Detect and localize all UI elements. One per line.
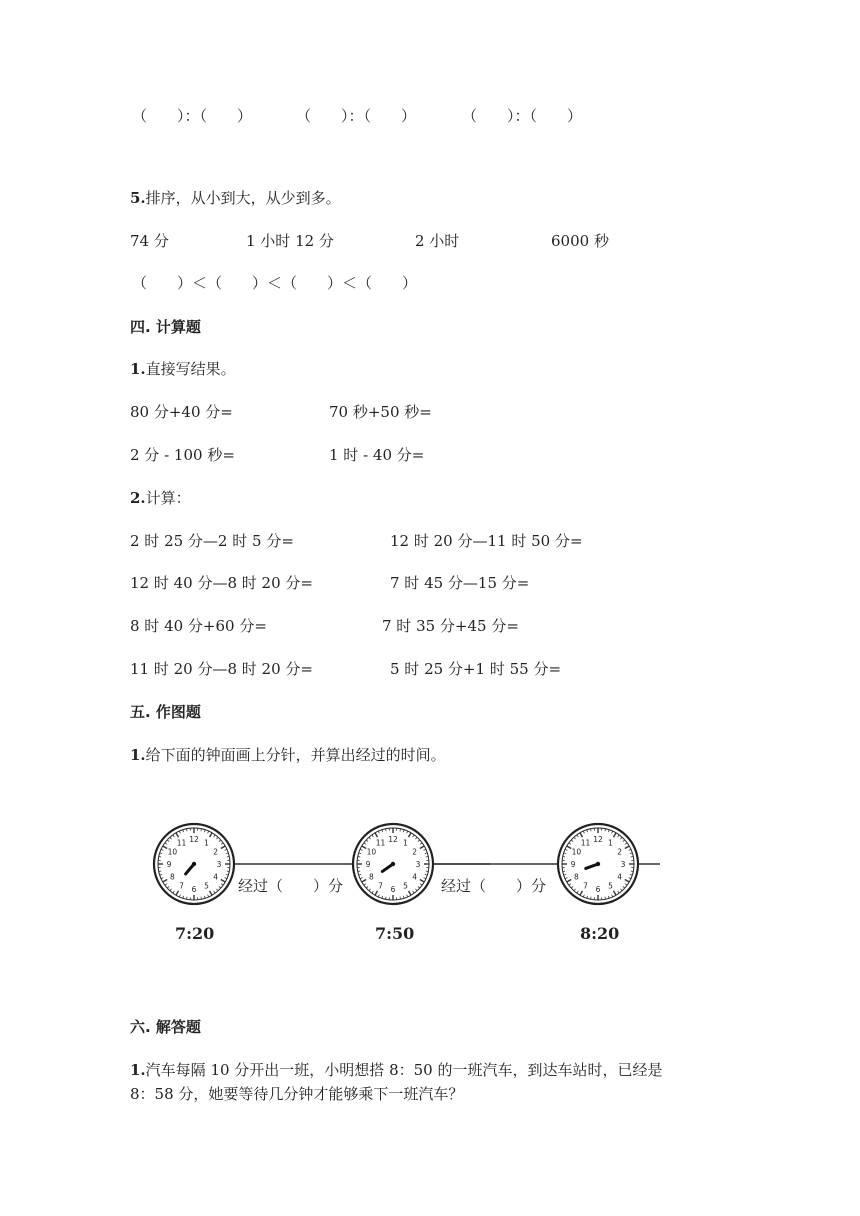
clock-numeral: 11 — [176, 838, 187, 848]
clock-tick — [386, 829, 387, 831]
clock-tick — [227, 871, 229, 872]
clock-numeral: 7 — [378, 881, 383, 891]
clock-tick — [563, 871, 565, 872]
clock-numeral: 7 — [179, 881, 184, 891]
clock-numeral: 11 — [375, 838, 386, 848]
section-4-question-1 — [130, 358, 236, 379]
section-5-title: 五. 作图题 — [130, 703, 201, 721]
clock-numeral: 2 — [617, 847, 623, 857]
clock-numeral: 4 — [213, 872, 219, 882]
question-number: 1. — [130, 360, 146, 378]
question-prompt: 排序，从小到大，从少到多。 — [145, 189, 341, 207]
section-4-question-2 — [130, 487, 191, 508]
section-6-question-1-line-1 — [130, 1059, 662, 1080]
clock-face-1[interactable] — [154, 824, 234, 904]
calc-item: 2 分 - 100 秒= — [130, 446, 235, 464]
sort-item-2: 1 小时 12 分 — [246, 232, 334, 250]
section-4-title: 四. 计算题 — [130, 318, 201, 336]
calc-item: 8 时 40 分+60 分= — [130, 617, 267, 635]
calc-item: 80 分+40 分= — [130, 403, 233, 421]
clock-numeral: 11 — [580, 838, 591, 848]
ratio-blank-2: （ ）：（ ） — [296, 107, 417, 125]
clock-numeral: 4 — [412, 872, 418, 882]
sort-answer-row: （ ）＜（ ）＜（ ）＜（ ） — [132, 274, 418, 292]
clock-tick — [187, 897, 188, 899]
question-number: 1. — [130, 746, 146, 764]
clock-tick — [563, 857, 565, 858]
clock-numeral: 2 — [412, 847, 418, 857]
clock-numeral: 5 — [403, 881, 408, 891]
clock-numeral: 5 — [204, 881, 209, 891]
clock-numeral: 10 — [366, 847, 377, 857]
clock-tick — [187, 829, 188, 831]
question-5 — [130, 187, 341, 208]
calc-item: 70 秒+50 秒= — [329, 403, 432, 421]
calc-item: 11 时 20 分—8 时 20 分= — [130, 660, 313, 678]
calc-item: 2 时 25 分—2 时 5 分= — [130, 532, 294, 550]
clock-time-label-3: 8:20 — [580, 924, 620, 943]
calc-item: 5 时 25 分+1 时 55 分= — [390, 660, 562, 678]
clock-numeral: 9 — [365, 860, 371, 869]
clock-numeral: 6 — [390, 885, 396, 894]
clock-tick — [631, 871, 633, 872]
ratio-blank-1: （ ）：（ ） — [132, 107, 253, 125]
clock-numeral: 9 — [166, 860, 172, 869]
sort-item-3: 2 小时 — [415, 232, 460, 250]
calc-item: 7 时 45 分—15 分= — [390, 574, 530, 592]
clock-numeral: 12 — [388, 835, 398, 844]
clock-numeral: 6 — [191, 885, 197, 894]
section-5-question-1 — [130, 744, 446, 765]
clock-tick — [591, 897, 592, 899]
ratio-blank-3: （ ）：（ ） — [462, 107, 583, 125]
clock-numeral: 6 — [595, 885, 601, 894]
question-number: 2. — [130, 489, 146, 507]
clock-numeral: 10 — [167, 847, 178, 857]
clock-center-pin — [391, 862, 395, 866]
clock-numeral: 7 — [583, 881, 588, 891]
clock-tick — [400, 829, 401, 831]
section-6-question-1-line-2: 8：58 分，她要等待几分钟才能够乘下一班汽车？ — [130, 1085, 464, 1103]
calc-item: 1 时 - 40 分= — [329, 446, 425, 464]
clock-center-pin — [596, 862, 600, 866]
clock-tick — [358, 857, 360, 858]
clock-tick — [605, 897, 606, 899]
clock-numeral: 8 — [169, 872, 175, 882]
clock-numeral: 5 — [608, 881, 613, 891]
clock-tick — [159, 857, 161, 858]
question-prompt: 直接写结果。 — [145, 360, 236, 378]
clock-numeral: 3 — [216, 860, 222, 869]
clock-numeral: 1 — [403, 838, 408, 848]
clock-tick — [386, 897, 387, 899]
clock-tick — [227, 857, 229, 858]
clock-tick — [201, 897, 202, 899]
clock-numeral: 12 — [189, 835, 199, 844]
clock-tick — [631, 857, 633, 858]
question-text: 汽车每隔 10 分开出一班，小明想搭 8：50 的一班汽车，到达车站时，已经是 — [145, 1061, 663, 1079]
elapsed-label-2: 经过（ ）分 — [441, 877, 547, 895]
clock-numeral: 8 — [573, 872, 579, 882]
clock-time-label-2: 7:50 — [375, 924, 415, 943]
clock-face-2[interactable] — [353, 824, 433, 904]
clock-numeral: 1 — [204, 838, 209, 848]
clock-tick — [426, 871, 428, 872]
clock-face-3[interactable] — [558, 824, 638, 904]
question-number: 5. — [130, 189, 146, 207]
calc-item: 7 时 35 分+45 分= — [382, 617, 519, 635]
clock-tick — [358, 871, 360, 872]
clock-numeral: 2 — [213, 847, 219, 857]
clock-numeral: 10 — [571, 847, 582, 857]
clock-tick — [591, 829, 592, 831]
section-6-title: 六. 解答题 — [130, 1018, 201, 1036]
clock-tick — [426, 857, 428, 858]
clock-numeral: 3 — [620, 860, 626, 869]
question-prompt: 给下面的钟面画上分针，并算出经过的时间。 — [145, 746, 446, 764]
calc-item: 12 时 40 分—8 时 20 分= — [130, 574, 313, 592]
clock-center-pin — [192, 862, 196, 866]
clock-numeral: 4 — [617, 872, 623, 882]
clock-numeral: 8 — [368, 872, 374, 882]
calc-item: 12 时 20 分—11 时 50 分= — [390, 532, 583, 550]
clock-numeral: 3 — [415, 860, 421, 869]
elapsed-label-1: 经过（ ）分 — [238, 877, 344, 895]
clock-tick — [201, 829, 202, 831]
clock-numeral: 12 — [593, 835, 603, 844]
clock-tick — [605, 829, 606, 831]
clock-tick — [159, 871, 161, 872]
sort-item-4: 6000 秒 — [551, 232, 609, 250]
question-prompt: 计算： — [145, 489, 191, 507]
clock-tick — [400, 897, 401, 899]
clock-numeral: 9 — [570, 860, 576, 869]
sort-item-1: 74 分 — [130, 232, 169, 250]
clock-time-label-1: 7:20 — [175, 924, 215, 943]
question-number: 1. — [130, 1061, 146, 1079]
clock-numeral: 1 — [608, 838, 613, 848]
